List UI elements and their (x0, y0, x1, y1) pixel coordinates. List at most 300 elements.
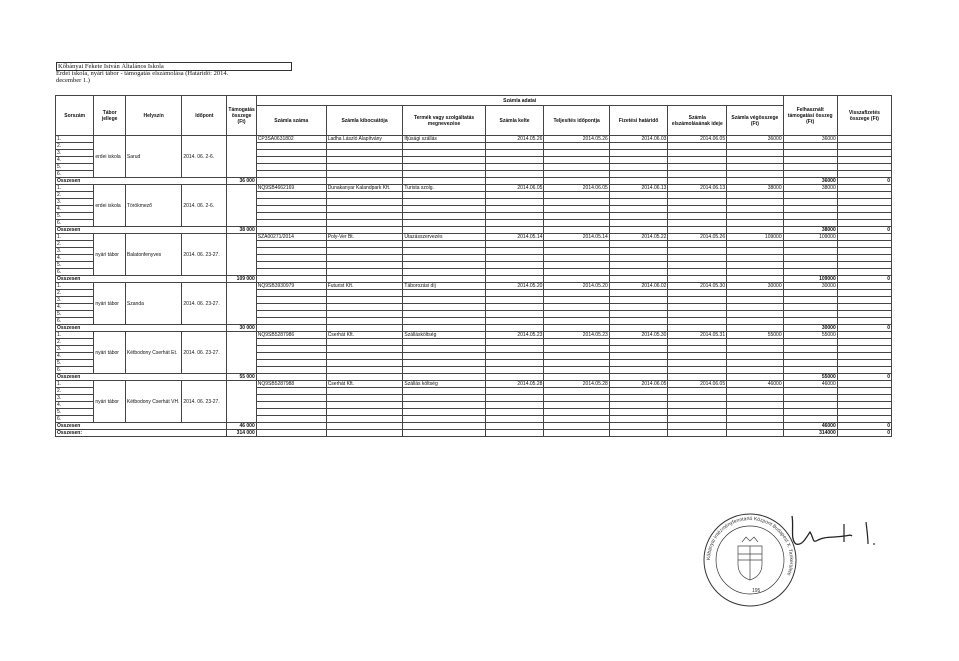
szamla-kibocsato: Dunakanyar Kalandpark Kft. (326, 185, 403, 192)
empty-cell (837, 199, 891, 206)
empty-cell (403, 171, 485, 178)
empty-cell (544, 220, 609, 227)
empty-cell (837, 367, 891, 374)
empty-cell (403, 276, 485, 283)
empty-cell (727, 206, 783, 213)
empty-cell (609, 409, 668, 416)
table-row (56, 283, 892, 290)
empty-cell (668, 339, 727, 346)
empty-cell (783, 157, 837, 164)
empty-cell (544, 318, 609, 325)
row-number: 6. (56, 416, 94, 423)
empty-cell (256, 276, 326, 283)
empty-cell (727, 178, 783, 185)
empty-cell (256, 164, 326, 171)
elszamolas-ideje: 2014.06.05 (668, 136, 727, 143)
empty-cell (485, 248, 544, 255)
empty-cell (668, 430, 727, 437)
empty-cell (783, 388, 837, 395)
signature-icon (788, 510, 878, 550)
empty-cell (326, 353, 403, 360)
empty-cell (256, 360, 326, 367)
empty-cell (783, 402, 837, 409)
empty-cell (485, 164, 544, 171)
col-visszafizetes: Visszafizetés összege (Ft) (837, 96, 891, 136)
empty-cell (403, 388, 485, 395)
row-number: 3. (56, 395, 94, 402)
col-idopont: Időpont (182, 96, 227, 136)
empty-cell (326, 402, 403, 409)
empty-cell (668, 213, 727, 220)
empty-cell (403, 346, 485, 353)
empty-cell (783, 346, 837, 353)
empty-cell (727, 164, 783, 171)
teljesites: 2014.05.23 (544, 332, 609, 339)
empty-cell (727, 199, 783, 206)
empty-cell (609, 227, 668, 234)
empty-cell (544, 255, 609, 262)
row-number: 1. (56, 185, 94, 192)
table-row (56, 136, 892, 143)
subtotal-label: Összesen (56, 423, 227, 430)
termek: Szállásköltség (403, 332, 485, 339)
empty-cell (544, 157, 609, 164)
empty-cell (256, 241, 326, 248)
empty-cell (727, 276, 783, 283)
empty-cell (256, 402, 326, 409)
col-felhasznalt: Felhasznált támogatási összeg (Ft) (783, 96, 837, 136)
empty-cell (326, 346, 403, 353)
helyszin: Sarud (125, 136, 181, 178)
row-number: 2. (56, 339, 94, 346)
vegosszeg: 36000 (727, 136, 783, 143)
empty-cell (668, 276, 727, 283)
empty-cell (609, 220, 668, 227)
szamla-kelte: 2014.05.26 (485, 136, 544, 143)
empty-cell (326, 360, 403, 367)
empty-cell (609, 157, 668, 164)
subtotal-row (56, 178, 892, 185)
empty-cell (256, 178, 326, 185)
col-tamogatas-osszege: Támogatás összege (Ft) (227, 96, 256, 136)
empty-cell (668, 374, 727, 381)
subtotal-felhasznalt: 30000 (783, 325, 837, 332)
empty-cell (403, 339, 485, 346)
tamogatas-cell (227, 332, 256, 374)
empty-cell (403, 430, 485, 437)
empty-cell (727, 325, 783, 332)
empty-cell (403, 416, 485, 423)
empty-cell (544, 374, 609, 381)
teljesites: 2014.05.14 (544, 234, 609, 241)
felhasznalt: 55000 (783, 332, 837, 339)
empty-cell (403, 409, 485, 416)
tamogatas-cell (227, 234, 256, 276)
vegosszeg: 46000 (727, 381, 783, 388)
empty-cell (783, 262, 837, 269)
tabor-jellege: nyári tábor (94, 332, 126, 374)
empty-cell (727, 374, 783, 381)
empty-cell (727, 311, 783, 318)
empty-cell (256, 395, 326, 402)
empty-cell (326, 220, 403, 227)
table-row (56, 381, 892, 388)
empty-cell (783, 360, 837, 367)
empty-cell (544, 416, 609, 423)
row-number: 3. (56, 150, 94, 157)
empty-cell (783, 213, 837, 220)
empty-cell (544, 192, 609, 199)
row-number: 5. (56, 360, 94, 367)
visszafizetes-cell (837, 381, 891, 388)
empty-cell (326, 388, 403, 395)
empty-cell (609, 255, 668, 262)
empty-cell (668, 192, 727, 199)
grand-total-felhasznalt: 314000 (783, 430, 837, 437)
empty-cell (783, 311, 837, 318)
empty-cell (668, 290, 727, 297)
row-number: 6. (56, 269, 94, 276)
szamla-kibocsato: Futurist Kft. (326, 283, 403, 290)
empty-cell (485, 241, 544, 248)
szamla-kelte: 2014.05.14 (485, 234, 544, 241)
empty-cell (485, 199, 544, 206)
empty-cell (609, 346, 668, 353)
row-number: 1. (56, 332, 94, 339)
empty-cell (668, 409, 727, 416)
col-szamla-kibocsatoja: Számla kibocsátója (326, 106, 403, 136)
empty-cell (668, 402, 727, 409)
szamla-szama: NQ9SB4662169 (256, 185, 326, 192)
tamogatas-cell (227, 185, 256, 227)
empty-cell (727, 262, 783, 269)
vegosszeg: 38000 (727, 185, 783, 192)
empty-cell (783, 241, 837, 248)
empty-cell (727, 143, 783, 150)
subtotal-label: Összesen (56, 325, 227, 332)
empty-cell (485, 388, 544, 395)
empty-cell (668, 395, 727, 402)
row-number: 2. (56, 143, 94, 150)
subtotal-tamogatas: 109 000 (227, 276, 256, 283)
elszamolas-ideje: 2014.05.30 (668, 283, 727, 290)
empty-cell (403, 143, 485, 150)
empty-cell (326, 374, 403, 381)
row-number: 2. (56, 388, 94, 395)
szamla-kibocsato: Cserhát Kft. (326, 332, 403, 339)
empty-cell (326, 297, 403, 304)
idopont: 2014. 06. 23-27. (182, 234, 227, 276)
row-number: 4. (56, 353, 94, 360)
empty-cell (668, 143, 727, 150)
empty-cell (403, 262, 485, 269)
empty-cell (783, 290, 837, 297)
helyszin: Balatonfenyves (125, 234, 181, 276)
empty-cell (837, 213, 891, 220)
empty-cell (668, 269, 727, 276)
empty-cell (668, 325, 727, 332)
empty-cell (403, 192, 485, 199)
empty-cell (544, 430, 609, 437)
empty-cell (837, 157, 891, 164)
termek: Szállás költség (403, 381, 485, 388)
empty-cell (485, 311, 544, 318)
row-number: 1. (56, 283, 94, 290)
empty-cell (326, 157, 403, 164)
empty-cell (403, 367, 485, 374)
empty-cell (668, 241, 727, 248)
subtotal-row (56, 325, 892, 332)
empty-cell (837, 409, 891, 416)
empty-cell (326, 150, 403, 157)
empty-cell (668, 360, 727, 367)
empty-cell (727, 416, 783, 423)
empty-cell (403, 325, 485, 332)
empty-cell (256, 367, 326, 374)
empty-cell (668, 220, 727, 227)
row-number: 4. (56, 402, 94, 409)
subtotal-visszafizetes: 0 (837, 374, 891, 381)
subtotal-felhasznalt: 46000 (783, 423, 837, 430)
subtotal-visszafizetes: 0 (837, 276, 891, 283)
tabor-jellege: erdei iskola (94, 136, 126, 178)
empty-cell (403, 206, 485, 213)
felhasznalt: 36000 (783, 136, 837, 143)
empty-cell (485, 409, 544, 416)
empty-cell (403, 220, 485, 227)
empty-cell (609, 416, 668, 423)
empty-cell (403, 290, 485, 297)
idopont: 2014. 06. 2-6. (182, 136, 227, 178)
tamogatas-cell (227, 136, 256, 178)
col-szamla-szama: Számla száma (256, 106, 326, 136)
empty-cell (727, 171, 783, 178)
empty-cell (837, 192, 891, 199)
empty-cell (668, 164, 727, 171)
empty-cell (256, 423, 326, 430)
empty-cell (326, 311, 403, 318)
helyszin: Szanda (125, 283, 181, 325)
empty-cell (485, 339, 544, 346)
subtotal-row (56, 423, 892, 430)
helyszin: Kétbodony Cserhát Et. (125, 332, 181, 374)
empty-cell (837, 304, 891, 311)
empty-cell (727, 402, 783, 409)
empty-cell (783, 164, 837, 171)
empty-cell (544, 304, 609, 311)
empty-cell (837, 241, 891, 248)
empty-cell (609, 178, 668, 185)
empty-cell (544, 290, 609, 297)
stamp-text: Kőbányai Intézményfenntartó Központ Budapest X. Tankerülete (705, 515, 795, 577)
row-number: 6. (56, 220, 94, 227)
empty-cell (727, 255, 783, 262)
empty-cell (609, 388, 668, 395)
empty-cell (783, 199, 837, 206)
empty-cell (256, 192, 326, 199)
subtotal-felhasznalt: 55000 (783, 374, 837, 381)
empty-cell (326, 339, 403, 346)
empty-cell (326, 178, 403, 185)
empty-cell (485, 206, 544, 213)
termek: Turista szolg. (403, 185, 485, 192)
empty-cell (485, 143, 544, 150)
empty-cell (668, 304, 727, 311)
subtotal-felhasznalt: 36000 (783, 178, 837, 185)
szamla-kibocsato: Poly-Ver Bt. (326, 234, 403, 241)
empty-cell (485, 192, 544, 199)
row-number: 1. (56, 234, 94, 241)
szamla-szama: SZA00271/2014 (256, 234, 326, 241)
empty-cell (668, 416, 727, 423)
empty-cell (668, 199, 727, 206)
row-number: 3. (56, 199, 94, 206)
empty-cell (837, 143, 891, 150)
empty-cell (544, 241, 609, 248)
empty-cell (485, 213, 544, 220)
tabor-jellege: nyári tábor (94, 283, 126, 325)
empty-cell (609, 150, 668, 157)
subtotal-visszafizetes: 0 (837, 325, 891, 332)
empty-cell (727, 213, 783, 220)
subtotal-row (56, 276, 892, 283)
col-vegosszeg: Számla végösszege (Ft) (727, 106, 783, 136)
empty-cell (544, 353, 609, 360)
empty-cell (544, 325, 609, 332)
fizetesi-hatarido: 2014.05.30 (609, 332, 668, 339)
empty-cell (609, 339, 668, 346)
row-number: 2. (56, 290, 94, 297)
teljesites: 2014.05.28 (544, 381, 609, 388)
col-szamla-adatai: Számla adatai (256, 96, 783, 106)
visszafizetes-cell (837, 332, 891, 339)
szamla-kelte: 2014.06.05 (485, 185, 544, 192)
empty-cell (837, 311, 891, 318)
row-number: 1. (56, 381, 94, 388)
empty-cell (609, 213, 668, 220)
empty-cell (544, 150, 609, 157)
visszafizetes-cell (837, 136, 891, 143)
empty-cell (485, 353, 544, 360)
empty-cell (837, 150, 891, 157)
empty-cell (256, 325, 326, 332)
empty-cell (403, 164, 485, 171)
empty-cell (544, 339, 609, 346)
idopont: 2014. 06. 2-6. (182, 185, 227, 227)
row-number: 6. (56, 318, 94, 325)
empty-cell (837, 297, 891, 304)
empty-cell (256, 318, 326, 325)
empty-cell (544, 178, 609, 185)
empty-cell (727, 304, 783, 311)
tabor-jellege: nyári tábor (94, 381, 126, 423)
empty-cell (783, 248, 837, 255)
col-tabor-jellege: Tábor jellege (94, 96, 126, 136)
grand-total-row (56, 430, 892, 437)
empty-cell (485, 395, 544, 402)
empty-cell (485, 325, 544, 332)
empty-cell (837, 360, 891, 367)
empty-cell (668, 255, 727, 262)
fizetesi-hatarido: 2014.06.02 (609, 283, 668, 290)
empty-cell (326, 395, 403, 402)
empty-cell (668, 206, 727, 213)
empty-cell (609, 367, 668, 374)
col-fizetesi-hatarido: Fizetési határidő (609, 106, 668, 136)
empty-cell (256, 143, 326, 150)
empty-cell (485, 367, 544, 374)
empty-cell (544, 262, 609, 269)
table-row (56, 332, 892, 339)
subtotal-row (56, 227, 892, 234)
empty-cell (609, 318, 668, 325)
szamla-kelte: 2014.05.28 (485, 381, 544, 388)
empty-cell (727, 157, 783, 164)
empty-cell (727, 220, 783, 227)
row-number: 3. (56, 248, 94, 255)
empty-cell (837, 255, 891, 262)
szamla-kelte: 2014.05.23 (485, 332, 544, 339)
szamla-szama: NQ9SB5287988 (256, 381, 326, 388)
col-teljesites: Teljesítés időpontja (544, 106, 609, 136)
empty-cell (485, 276, 544, 283)
subtotal-label: Összesen (56, 374, 227, 381)
empty-cell (783, 192, 837, 199)
empty-cell (727, 150, 783, 157)
felhasznalt: 46000 (783, 381, 837, 388)
termek: Utazásszervezés (403, 234, 485, 241)
empty-cell (783, 206, 837, 213)
helyszin: Kétbodony Cserhát VH. (125, 381, 181, 423)
empty-cell (403, 157, 485, 164)
empty-cell (837, 269, 891, 276)
empty-cell (668, 388, 727, 395)
empty-cell (485, 157, 544, 164)
empty-cell (727, 353, 783, 360)
table-row (56, 234, 892, 241)
empty-cell (326, 269, 403, 276)
empty-cell (326, 227, 403, 234)
empty-cell (256, 353, 326, 360)
empty-cell (783, 150, 837, 157)
empty-cell (544, 199, 609, 206)
empty-cell (326, 192, 403, 199)
empty-cell (326, 290, 403, 297)
visszafizetes-cell (837, 185, 891, 192)
row-number: 3. (56, 297, 94, 304)
empty-cell (609, 311, 668, 318)
empty-cell (326, 318, 403, 325)
empty-cell (544, 171, 609, 178)
empty-cell (783, 416, 837, 423)
empty-cell (609, 353, 668, 360)
empty-cell (837, 339, 891, 346)
idopont: 2014. 06. 23-27. (182, 283, 227, 325)
empty-cell (485, 297, 544, 304)
empty-cell (403, 150, 485, 157)
empty-cell (485, 430, 544, 437)
empty-cell (256, 157, 326, 164)
empty-cell (727, 269, 783, 276)
empty-cell (668, 178, 727, 185)
empty-cell (326, 199, 403, 206)
row-number: 4. (56, 206, 94, 213)
empty-cell (326, 164, 403, 171)
empty-cell (403, 241, 485, 248)
empty-cell (783, 171, 837, 178)
grand-total-tamogatas: 314 000 (227, 430, 256, 437)
helyszin: Törökmező (125, 185, 181, 227)
